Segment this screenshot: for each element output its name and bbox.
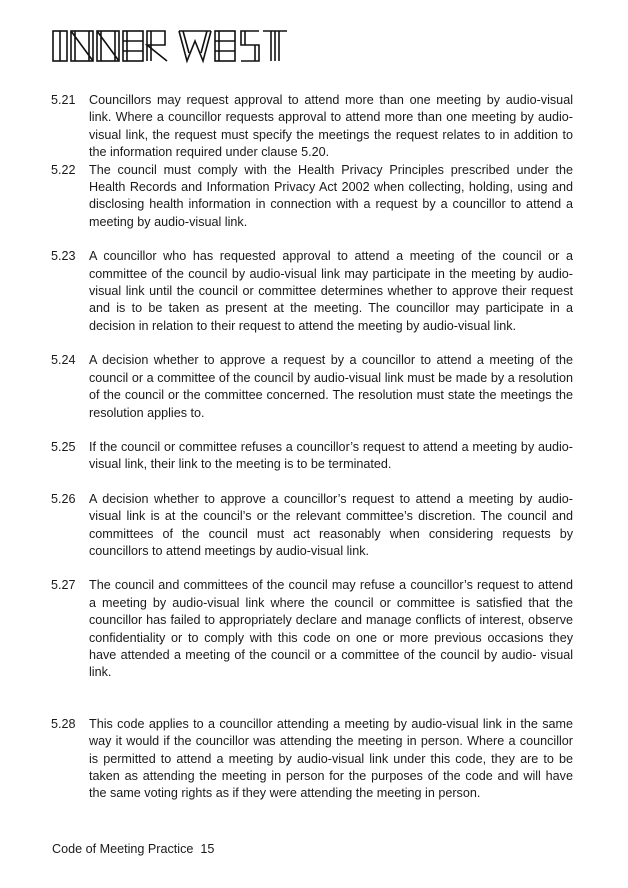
clause-number: 5.28 [51,716,76,731]
clause-text: A decision whether to approve a request by a councillor to attend a meeting of the council or a committee of the council by audio-visual link must be made by a resolution of the council or the committee concerned. The resolution must state the meetings the resolution applies to. [89,353,573,420]
clause-5-24 [51,352,573,422]
page-footer: Code of Meeting Practice 15 [52,842,215,856]
clause-text: This code applies to a councillor attending a meeting by audio-visual link in the same way it would if the councillor was attending the meeting in person. Where a councillor is permitted to attend a meeting by audio-visual link under this code, they are to be taken as attending the meeting in person for the purposes of the code and will have the same voting rights as if they were attending the meeting in person. [89,716,573,801]
clause-text: Councillors may request approval to attend more than one meeting by audio-visual link. Where a councillor requests approval to attend more than one meeting by audio-visual link, the request must specify the meetings the request relates to in addition to the information required under clause 5.20. [89,93,573,160]
clause-5-21 [51,92,573,162]
inner-west-logo [51,27,291,65]
clause-number: 5.22 [51,162,76,177]
clause-text: If the council or committee refuses a councillor’s request to attend a meeting by audio-visual link, their link to the meeting is to be terminated. [89,439,573,472]
clause-5-26 [51,491,573,561]
clause-number: 5.21 [51,93,76,107]
clause-number: 5.26 [51,491,76,506]
clause-text: A decision whether to approve a councillor’s request to attend a meeting by audio-visual link is at the council’s or the relevant committee’s discretion. The council and committees of the council must act reasonably when considering requests by councillors to attend meetings by audio-visual link. [89,491,573,558]
clause-5-28 [51,716,573,803]
clause-5-27 [51,577,573,681]
clause-text: A councillor who has requested approval to attend a meeting of the council or a committee of the council by audio-visual link may participate in the meeting by audio-visual link until the council or committee determines whether to approve their request and is to be taken as present at the meeting. The councillor may participate in a decision in relation to their request to attend the meeting by audio-visual link. [89,249,573,333]
clause-number: 5.23 [51,249,76,264]
clause-5-23 [51,248,573,335]
clause-number: 5.27 [51,578,76,593]
clause-list [51,92,573,803]
clause-number: 5.25 [51,439,76,454]
clause-5-25 [51,439,573,474]
clause-number: 5.24 [51,353,76,368]
clause-text: The council must comply with the Health Privacy Principles prescribed under the Health Records and Information Privacy Act 2002 when collecting, holding, using and disclosing health information in connection with a request by a councillor to attend a meeting by audio-visual link. [89,162,573,229]
clause-text: The council and committees of the council may refuse a councillor’s request to attend a meeting by audio-visual link where the council or committee is satisfied that the councillor has failed to appropriately declare and manage conflicts of interest, observe confidentiality or to comply with this code on one or more previous occasions they have attended a meeting of the council or a committee of the council by audio- visual link. [89,578,573,680]
clause-5-22 [51,162,573,232]
